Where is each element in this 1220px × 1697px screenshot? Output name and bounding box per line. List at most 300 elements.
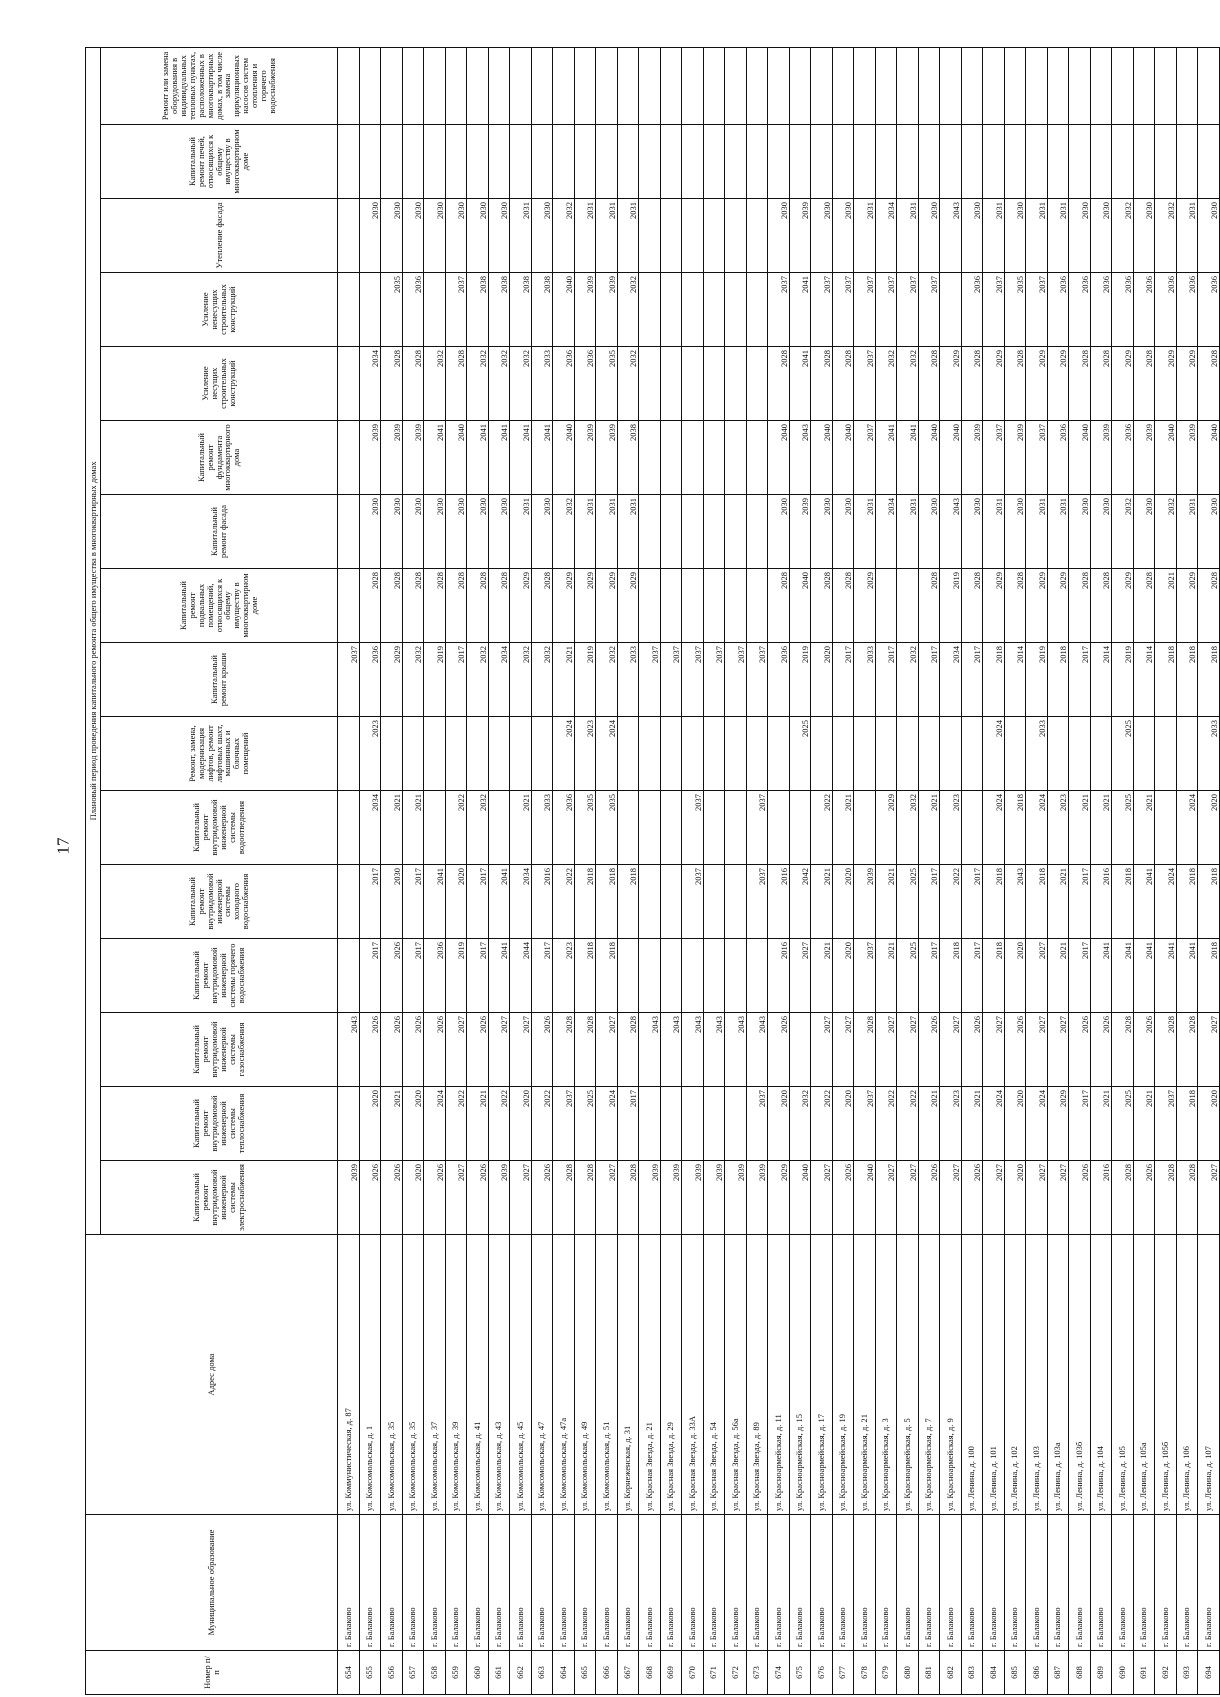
row-number: 671: [703, 1651, 725, 1695]
table-row: [897, 47, 919, 1694]
table-row: [510, 47, 532, 1694]
year-cell: 2027: [811, 1161, 833, 1235]
year-cell: 2037: [703, 643, 725, 717]
year-cell: 2043: [725, 1013, 747, 1087]
year-cell: 2030: [961, 495, 983, 569]
year-cell: 2028: [1112, 1013, 1134, 1087]
year-cell: 2024: [1026, 791, 1048, 865]
header-municipality: Муниципальное образование: [86, 1515, 338, 1651]
year-cell: 2020: [768, 1087, 790, 1161]
year-cell: 2043: [940, 199, 962, 273]
year-cell: [510, 717, 532, 791]
year-cell: 2025: [1112, 717, 1134, 791]
table-row: [703, 47, 725, 1694]
year-cell: [1112, 125, 1134, 199]
row-address: ул. Красная Звезда, д. 33А: [682, 1235, 704, 1515]
year-cell: [660, 273, 682, 347]
row-number: 657: [402, 1651, 424, 1695]
year-cell: 2020: [1198, 1087, 1220, 1161]
year-cell: [832, 125, 854, 199]
year-cell: 2031: [596, 199, 618, 273]
year-cell: 2018: [1047, 643, 1069, 717]
year-cell: [725, 865, 747, 939]
year-cell: 2027: [1026, 939, 1048, 1013]
year-cell: 2031: [854, 199, 876, 273]
row-address: ул. Ленина, д. 101: [983, 1235, 1005, 1515]
year-cell: 2037: [854, 273, 876, 347]
year-cell: [660, 865, 682, 939]
row-municipality: г. Балаково: [402, 1515, 424, 1651]
year-cell: 2031: [1026, 199, 1048, 273]
year-cell: [875, 47, 897, 124]
year-cell: [875, 125, 897, 199]
year-cell: [639, 939, 661, 1013]
year-cell: [488, 717, 510, 791]
year-cell: 2026: [359, 1161, 381, 1235]
year-cell: [703, 125, 725, 199]
year-cell: [639, 1087, 661, 1161]
year-cell: [703, 199, 725, 273]
row-municipality: г. Балаково: [574, 1515, 596, 1651]
year-cell: 2040: [1069, 421, 1091, 495]
year-cell: 2018: [940, 939, 962, 1013]
year-cell: [854, 717, 876, 791]
row-address: ул. Красноармейская, д. 15: [789, 1235, 811, 1515]
year-cell: 2017: [359, 865, 381, 939]
year-cell: 2037: [338, 643, 360, 717]
year-cell: 2023: [359, 717, 381, 791]
row-municipality: г. Балаково: [467, 1515, 489, 1651]
year-cell: 2019: [445, 939, 467, 1013]
year-cell: [488, 791, 510, 865]
year-cell: 2030: [424, 199, 446, 273]
year-cell: 2029: [574, 569, 596, 643]
year-cell: [338, 273, 360, 347]
year-cell: [639, 47, 661, 124]
year-cell: 2024: [1176, 791, 1198, 865]
year-cell: 2028: [1198, 569, 1220, 643]
year-cell: 2029: [1047, 347, 1069, 421]
year-cell: 2039: [402, 421, 424, 495]
year-cell: 2029: [553, 569, 575, 643]
year-cell: 2026: [467, 1161, 489, 1235]
year-cell: 2032: [1112, 199, 1134, 273]
year-cell: [725, 939, 747, 1013]
year-cell: [746, 47, 768, 124]
year-cell: [768, 791, 790, 865]
year-cell: 2036: [553, 791, 575, 865]
year-cell: 2026: [424, 1013, 446, 1087]
row-number: 690: [1112, 1651, 1134, 1695]
row-municipality: г. Балаково: [660, 1515, 682, 1651]
row-municipality: г. Балаково: [918, 1515, 940, 1651]
year-cell: 2020: [445, 865, 467, 939]
year-cell: 2021: [1155, 569, 1177, 643]
year-cell: 2027: [488, 1013, 510, 1087]
year-cell: [1069, 47, 1091, 124]
row-number: 673: [746, 1651, 768, 1695]
year-cell: 2041: [488, 939, 510, 1013]
year-cell: 2030: [467, 199, 489, 273]
year-cell: [897, 717, 919, 791]
year-cell: [553, 125, 575, 199]
year-cell: 2016: [1090, 1161, 1112, 1235]
year-cell: 2042: [789, 865, 811, 939]
year-cell: [746, 495, 768, 569]
year-cell: 2026: [961, 1013, 983, 1087]
row-number: 666: [596, 1651, 618, 1695]
table-row: [1133, 47, 1155, 1694]
year-cell: [1047, 47, 1069, 124]
year-cell: 2025: [1112, 791, 1134, 865]
year-cell: 2039: [639, 1161, 661, 1235]
row-municipality: г. Балаково: [488, 1515, 510, 1651]
year-cell: 2021: [1090, 1087, 1112, 1161]
year-cell: [682, 939, 704, 1013]
year-cell: 2028: [854, 1013, 876, 1087]
year-cell: [983, 47, 1005, 124]
year-cell: 2018: [617, 865, 639, 939]
year-cell: 2025: [897, 865, 919, 939]
year-cell: 2018: [1176, 1087, 1198, 1161]
table-row: [1112, 47, 1134, 1694]
year-cell: 2038: [510, 273, 532, 347]
table-row: [1069, 47, 1091, 1694]
year-cell: 2021: [811, 865, 833, 939]
year-cell: [531, 717, 553, 791]
table-row: [983, 47, 1005, 1694]
year-cell: 2028: [1155, 1013, 1177, 1087]
table-row: [553, 47, 575, 1694]
row-number: 668: [639, 1651, 661, 1695]
year-cell: [682, 717, 704, 791]
year-cell: 2024: [553, 717, 575, 791]
year-cell: [1155, 717, 1177, 791]
year-cell: [940, 47, 962, 124]
year-cell: 2018: [1004, 791, 1026, 865]
table-row: [961, 47, 983, 1694]
year-cell: 2034: [510, 865, 532, 939]
table-row: [940, 47, 962, 1694]
year-cell: 2021: [875, 865, 897, 939]
year-cell: 2017: [1069, 643, 1091, 717]
year-cell: 2028: [1176, 1013, 1198, 1087]
year-cell: 2020: [402, 1087, 424, 1161]
header-number: Номер п/п: [86, 1651, 338, 1695]
year-cell: 2030: [1069, 495, 1091, 569]
year-cell: 2027: [445, 1161, 467, 1235]
year-cell: 2031: [1047, 199, 1069, 273]
year-cell: 2029: [1155, 347, 1177, 421]
year-cell: [1176, 125, 1198, 199]
year-cell: [639, 791, 661, 865]
row-municipality: г. Балаково: [381, 1515, 403, 1651]
year-cell: 2017: [918, 865, 940, 939]
row-number: 665: [574, 1651, 596, 1695]
row-municipality: г. Балаково: [1198, 1515, 1220, 1651]
row-municipality: г. Балаково: [639, 1515, 661, 1651]
row-address: ул. Красноармейская, д. 19: [832, 1235, 854, 1515]
row-address: ул. Ленина, д. 105а: [1133, 1235, 1155, 1515]
row-number: 684: [983, 1651, 1005, 1695]
year-cell: 2026: [424, 1161, 446, 1235]
year-cell: 2028: [1133, 347, 1155, 421]
year-cell: 2037: [854, 939, 876, 1013]
row-address: ул. Ленина, д. 104: [1090, 1235, 1112, 1515]
row-address: ул. Красноармейская, д. 3: [875, 1235, 897, 1515]
year-cell: [424, 273, 446, 347]
year-cell: 2033: [531, 347, 553, 421]
year-cell: [359, 47, 381, 124]
year-cell: 2032: [531, 643, 553, 717]
year-cell: 2030: [832, 199, 854, 273]
row-number: 679: [875, 1651, 897, 1695]
table-row: [617, 47, 639, 1694]
row-address: ул. Комсомольская, д. 47: [531, 1235, 553, 1515]
year-cell: [918, 717, 940, 791]
year-cell: 2021: [918, 1087, 940, 1161]
year-cell: 2040: [940, 421, 962, 495]
year-cell: [402, 717, 424, 791]
year-cell: [617, 791, 639, 865]
table-row: [1176, 47, 1198, 1694]
year-cell: 2041: [1133, 939, 1155, 1013]
year-cell: [639, 125, 661, 199]
year-cell: 2032: [467, 643, 489, 717]
row-address: ул. Ленина, д. 103б: [1069, 1235, 1091, 1515]
header-work-5: Капитальный ремонт внутридомовой инженерной системы холодного водоснабжения: [101, 865, 338, 939]
year-cell: 2021: [553, 643, 575, 717]
year-cell: 2030: [488, 495, 510, 569]
year-cell: 2040: [789, 569, 811, 643]
year-cell: 2029: [875, 791, 897, 865]
year-cell: 2032: [1155, 199, 1177, 273]
year-cell: 2028: [574, 1161, 596, 1235]
year-cell: 2024: [983, 717, 1005, 791]
year-cell: 2027: [832, 1013, 854, 1087]
year-cell: 2026: [381, 939, 403, 1013]
year-cell: [338, 1087, 360, 1161]
year-cell: 2018: [574, 939, 596, 1013]
year-cell: 2036: [1069, 273, 1091, 347]
year-cell: 2029: [768, 1161, 790, 1235]
year-cell: [639, 717, 661, 791]
year-cell: [1004, 47, 1026, 124]
row-number: 662: [510, 1651, 532, 1695]
year-cell: 2028: [1176, 1161, 1198, 1235]
year-cell: [1026, 125, 1048, 199]
table-row: [574, 47, 596, 1694]
year-cell: 2018: [1198, 643, 1220, 717]
year-cell: [789, 1013, 811, 1087]
year-cell: [617, 939, 639, 1013]
year-cell: 2019: [789, 643, 811, 717]
year-cell: [703, 569, 725, 643]
year-cell: 2030: [1090, 495, 1112, 569]
year-cell: 2016: [531, 865, 553, 939]
year-cell: [1026, 47, 1048, 124]
row-municipality: г. Балаково: [682, 1515, 704, 1651]
table-row: [381, 47, 403, 1694]
year-cell: 2036: [1155, 273, 1177, 347]
table-row: [424, 47, 446, 1694]
year-cell: 2028: [961, 569, 983, 643]
year-cell: 2030: [445, 199, 467, 273]
header-work-12: Усиление несущих строительных конструкций: [101, 347, 338, 421]
year-cell: [682, 47, 704, 124]
table-row: [1004, 47, 1026, 1694]
year-cell: 2037: [897, 273, 919, 347]
year-cell: 2017: [961, 939, 983, 1013]
year-cell: 2030: [832, 495, 854, 569]
row-municipality: г. Балаково: [338, 1515, 360, 1651]
year-cell: 2039: [1004, 421, 1026, 495]
year-cell: [897, 125, 919, 199]
year-cell: 2031: [897, 495, 919, 569]
year-cell: 2028: [467, 569, 489, 643]
year-cell: [746, 199, 768, 273]
year-cell: 2034: [359, 791, 381, 865]
year-cell: 2028: [1198, 347, 1220, 421]
year-cell: 2017: [961, 865, 983, 939]
year-cell: 2027: [875, 1161, 897, 1235]
row-address: ул. Ленина, д. 105: [1112, 1235, 1134, 1515]
year-cell: 2037: [1026, 421, 1048, 495]
year-cell: 2027: [1047, 1161, 1069, 1235]
year-cell: [338, 569, 360, 643]
year-cell: 2041: [1090, 939, 1112, 1013]
year-cell: 2026: [359, 1013, 381, 1087]
year-cell: 2041: [488, 865, 510, 939]
year-cell: [725, 569, 747, 643]
row-address: ул. Красноармейская, д. 9: [940, 1235, 962, 1515]
row-address: ул. Комсомольская, д. 1: [359, 1235, 381, 1515]
year-cell: [725, 791, 747, 865]
table-row: [531, 47, 553, 1694]
row-address: ул. Красная Звезда, д. 56а: [725, 1235, 747, 1515]
row-number: 663: [531, 1651, 553, 1695]
year-cell: 2033: [531, 791, 553, 865]
year-cell: [338, 47, 360, 124]
year-cell: 2032: [553, 495, 575, 569]
year-cell: [682, 347, 704, 421]
year-cell: 2043: [940, 495, 962, 569]
year-cell: 2039: [725, 1161, 747, 1235]
year-cell: [338, 865, 360, 939]
year-cell: [682, 421, 704, 495]
year-cell: [424, 791, 446, 865]
table-row: [402, 47, 424, 1694]
year-cell: [639, 569, 661, 643]
year-cell: [574, 47, 596, 124]
year-cell: 2017: [359, 939, 381, 1013]
year-cell: [725, 421, 747, 495]
year-cell: 2039: [789, 495, 811, 569]
row-number: 661: [488, 1651, 510, 1695]
year-cell: 2041: [531, 421, 553, 495]
year-cell: [531, 125, 553, 199]
year-cell: [381, 125, 403, 199]
year-cell: 2020: [832, 939, 854, 1013]
year-cell: 2029: [1176, 569, 1198, 643]
year-cell: 2029: [1026, 569, 1048, 643]
row-number: 656: [381, 1651, 403, 1695]
year-cell: 2043: [682, 1013, 704, 1087]
row-number: 672: [725, 1651, 747, 1695]
year-cell: [725, 273, 747, 347]
year-cell: 2022: [445, 791, 467, 865]
year-cell: 2017: [918, 643, 940, 717]
year-cell: 2037: [1155, 1087, 1177, 1161]
year-cell: 2031: [617, 495, 639, 569]
year-cell: 2027: [940, 1161, 962, 1235]
year-cell: [1155, 125, 1177, 199]
year-cell: 2026: [531, 1161, 553, 1235]
year-cell: 2017: [445, 643, 467, 717]
year-cell: 2032: [875, 347, 897, 421]
year-cell: 2040: [768, 421, 790, 495]
row-municipality: г. Балаково: [789, 1515, 811, 1651]
year-cell: 2040: [918, 421, 940, 495]
row-municipality: г. Балаково: [1133, 1515, 1155, 1651]
year-cell: 2027: [940, 1013, 962, 1087]
year-cell: 2032: [488, 347, 510, 421]
year-cell: 2039: [1133, 421, 1155, 495]
year-cell: [746, 421, 768, 495]
year-cell: 2030: [381, 495, 403, 569]
row-number: 658: [424, 1651, 446, 1695]
year-cell: [510, 125, 532, 199]
year-cell: 2037: [832, 273, 854, 347]
year-cell: 2021: [1047, 939, 1069, 1013]
year-cell: 2041: [424, 865, 446, 939]
year-cell: 2017: [531, 939, 553, 1013]
year-cell: 2022: [488, 1087, 510, 1161]
year-cell: 2043: [1004, 865, 1026, 939]
year-cell: 2032: [1112, 495, 1134, 569]
row-municipality: г. Балаково: [811, 1515, 833, 1651]
year-cell: 2040: [1155, 421, 1177, 495]
rotated-page: [85, 51, 1219, 1695]
year-cell: [940, 273, 962, 347]
year-cell: 2041: [510, 421, 532, 495]
table-row: [338, 47, 360, 1694]
year-cell: 2018: [596, 939, 618, 1013]
row-address: ул. Комсомольская, д. 37: [424, 1235, 446, 1515]
year-cell: [574, 125, 596, 199]
table-row: [682, 47, 704, 1694]
year-cell: 2028: [768, 347, 790, 421]
year-cell: 2018: [1198, 865, 1220, 939]
year-cell: [445, 125, 467, 199]
year-cell: [703, 791, 725, 865]
row-number: 655: [359, 1651, 381, 1695]
table-row: [488, 47, 510, 1694]
year-cell: 2014: [1090, 643, 1112, 717]
year-cell: 2036: [1133, 273, 1155, 347]
year-cell: 2026: [768, 1013, 790, 1087]
year-cell: 2031: [983, 199, 1005, 273]
year-cell: 2017: [467, 865, 489, 939]
year-cell: 2028: [553, 1161, 575, 1235]
year-cell: 2034: [875, 199, 897, 273]
year-cell: 2030: [445, 495, 467, 569]
year-cell: [338, 939, 360, 1013]
row-municipality: г. Балаково: [1176, 1515, 1198, 1651]
year-cell: 2029: [1047, 1087, 1069, 1161]
year-cell: 2030: [531, 495, 553, 569]
year-cell: 2016: [768, 939, 790, 1013]
